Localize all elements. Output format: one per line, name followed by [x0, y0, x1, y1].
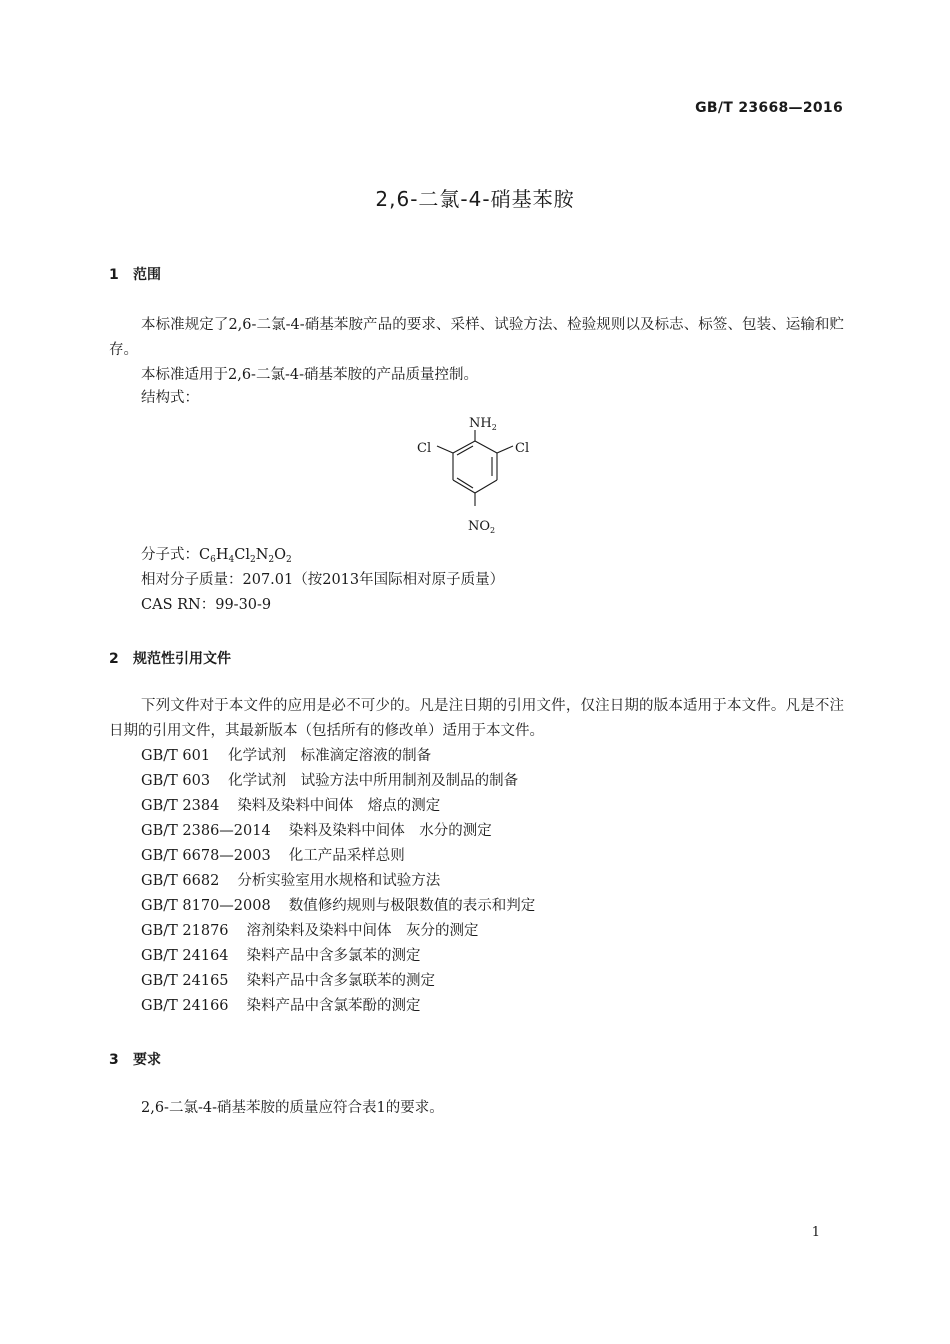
reference-code: GB/T 2384	[141, 798, 220, 814]
standard-number: GB/T 23668—2016	[695, 100, 843, 116]
reference-code: GB/T 603	[141, 773, 211, 789]
formula-term: $H_4$	[215, 547, 235, 565]
reference-code: GB/T 21876	[141, 923, 229, 939]
page-number: 1	[811, 1225, 820, 1240]
reference-item	[141, 946, 421, 966]
reference-code: GB/T 6678—2003	[141, 848, 271, 864]
reference-item	[141, 871, 440, 891]
section-1-heading	[109, 264, 161, 284]
requirements-paragraph: 2,6-二氯-4-硝基苯胺的质量应符合表1的要求。	[141, 1100, 444, 1116]
reference-item	[141, 896, 535, 916]
reference-item	[141, 921, 479, 941]
formula-label: 分子式：	[141, 547, 199, 563]
amino-group-label: $NH_2$	[469, 416, 497, 432]
scope-paragraph-2: 本标准适用于2,6-二氯-4-硝基苯胺的产品质量控制。	[141, 367, 478, 383]
reference-title: 染料产品中含多氯联苯的测定	[246, 973, 436, 989]
reference-title: 染料产品中含多氯苯的测定	[246, 948, 421, 964]
reference-title: 溶剂染料及染料中间体 灰分的测定	[246, 923, 479, 939]
reference-code: GB/T 601	[141, 748, 211, 764]
reference-code: GB/T 24164	[141, 948, 229, 964]
reference-item	[141, 771, 518, 791]
chloro-left-label: Cl	[417, 441, 432, 456]
reference-item	[141, 746, 431, 766]
molecular-formula	[141, 545, 292, 570]
section-number: 2	[109, 651, 119, 667]
section-2-heading	[109, 648, 231, 668]
reference-item	[141, 996, 421, 1016]
section-3-heading	[109, 1049, 161, 1069]
reference-item	[141, 796, 440, 816]
cas-number: CAS RN：99-30-9	[141, 597, 272, 613]
reference-code: GB/T 2386—2014	[141, 823, 271, 839]
structural-formula	[405, 408, 555, 543]
reference-title: 染料及染料中间体 水分的测定	[288, 823, 492, 839]
relative-molecular-mass: 相对分子质量：207.01（按2013年国际相对原子质量）	[141, 572, 505, 588]
reference-code: GB/T 8170—2008	[141, 898, 271, 914]
section-title: 范围	[133, 267, 161, 283]
document-title: 2,6-二氯-4-硝基苯胺	[375, 187, 575, 211]
chloro-right-label: Cl	[515, 441, 530, 456]
reference-item	[141, 971, 435, 991]
scope-paragraph-1: 本标准规定了2,6-二氯-4-硝基苯胺产品的要求、采样、试验方法、检验规则以及标志、标签、包装、运输和贮存。	[109, 317, 844, 358]
reference-item	[141, 821, 492, 841]
formula-term: $N_2$	[255, 547, 275, 565]
formula-term: $Cl_2$	[234, 547, 256, 565]
nitro-group-label: $NO_2$	[468, 519, 496, 535]
structure-label: 结构式：	[141, 390, 199, 406]
section-number: 1	[109, 267, 119, 283]
references-intro: 下列文件对于本文件的应用是必不可少的。凡是注日期的引用文件，仅注日期的版本适用于本文件。凡是不注日期的引用文件，其最新版本（包括所有的修改单）适用于本文件。	[109, 698, 844, 739]
reference-title: 染料及染料中间体 熔点的测定	[237, 798, 441, 814]
reference-code: GB/T 6682	[141, 873, 220, 889]
formula-term: $O_2$	[274, 547, 292, 565]
formula-term: $C_6$	[199, 547, 216, 565]
reference-code: GB/T 24165	[141, 973, 229, 989]
reference-title: 分析实验室用水规格和试验方法	[237, 873, 441, 889]
section-title: 规范性引用文件	[133, 651, 231, 667]
reference-code: GB/T 24166	[141, 998, 229, 1014]
reference-title: 化工产品采样总则	[288, 848, 405, 864]
section-title: 要求	[133, 1052, 161, 1068]
reference-title: 染料产品中含氯苯酚的测定	[246, 998, 421, 1014]
reference-title: 数值修约规则与极限数值的表示和判定	[288, 898, 536, 914]
reference-title: 化学试剂 试验方法中所用制剂及制品的制备	[228, 773, 519, 789]
reference-item	[141, 846, 405, 866]
reference-title: 化学试剂 标准滴定溶液的制备	[228, 748, 432, 764]
section-number: 3	[109, 1052, 119, 1068]
